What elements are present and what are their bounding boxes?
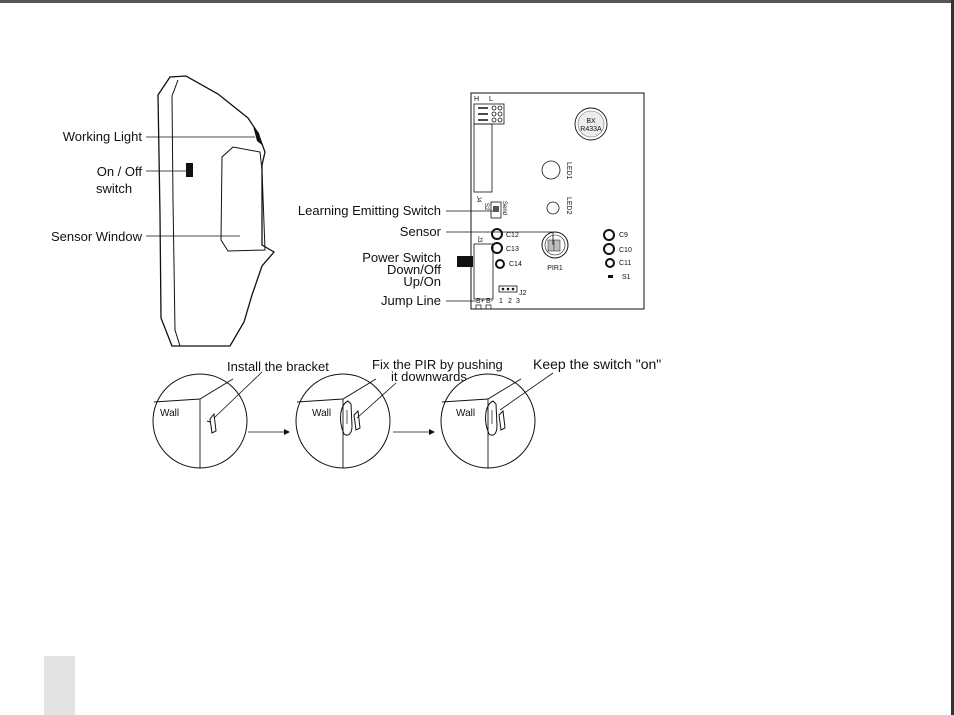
led2-marking: LED2 xyxy=(565,197,572,215)
led1-marking: LED1 xyxy=(565,162,572,180)
c10-marking: C10 xyxy=(619,247,632,254)
on-off-label: On / Off xyxy=(96,164,142,179)
capacitor-c12 xyxy=(492,229,502,239)
s1-pad xyxy=(608,275,613,278)
down-off-label: Down/Off xyxy=(387,262,441,277)
install-step-2 xyxy=(296,374,390,468)
sensor-window-label: Sensor Window xyxy=(50,229,142,244)
install-step-3 xyxy=(441,374,535,468)
capacitor-c11 xyxy=(606,259,614,267)
pir1-marking: PIR1 xyxy=(547,265,563,272)
up-on-label: Up/On xyxy=(403,274,441,289)
s2-marking: S2 xyxy=(483,203,489,211)
j3-marking: J3 xyxy=(476,236,482,243)
hl-jumper xyxy=(474,104,504,192)
arrow-1 xyxy=(248,429,290,435)
s1-marking: S1 xyxy=(622,274,631,281)
bplus-marking: B+ xyxy=(476,298,485,305)
jump-line-label: Jump Line xyxy=(381,293,441,308)
c12-marking: C12 xyxy=(506,232,519,239)
bminus-marking: B- xyxy=(486,298,493,305)
step3-caption: Keep the switch "on" xyxy=(533,356,662,372)
switch-label: switch xyxy=(95,181,133,196)
send-marking: Send xyxy=(501,201,507,216)
power-switch-label: Power Switch xyxy=(362,250,441,265)
l-marking: L xyxy=(489,96,493,103)
led1 xyxy=(542,161,560,179)
install-step-1 xyxy=(153,374,247,468)
pin2-marking: 2 xyxy=(508,298,512,305)
capacitor-c14 xyxy=(496,260,504,268)
capacitor-c9 xyxy=(604,230,614,240)
on-off-switch xyxy=(186,163,193,177)
c9-marking: C9 xyxy=(619,232,628,239)
c13-marking: C13 xyxy=(506,246,519,253)
power-switch xyxy=(457,256,473,267)
j2-marking: J2 xyxy=(519,290,527,297)
step2-caption-line1: Fix the PIR by pushing xyxy=(372,357,503,372)
c14-marking: C14 xyxy=(509,261,522,268)
r433a-marking: R433A xyxy=(580,126,602,133)
learning-switch-label: Learning Emitting Switch xyxy=(297,203,441,218)
sensor-label: Sensor xyxy=(399,224,441,239)
pir-device-outline xyxy=(158,76,274,346)
led2 xyxy=(547,202,559,214)
wall-label: Wall xyxy=(160,408,180,419)
device-callouts xyxy=(146,137,255,236)
capacitor-c10 xyxy=(604,244,614,254)
bx-marking: BX xyxy=(586,118,596,125)
pin3-marking: 3 xyxy=(516,298,520,305)
working-light-label: Working Light xyxy=(62,129,142,144)
wall-label: Wall xyxy=(456,408,476,419)
c11-marking: C11 xyxy=(619,260,632,267)
wall-label: Wall xyxy=(312,408,332,419)
arrow-2 xyxy=(393,429,435,435)
j4-marking: J4 xyxy=(475,196,481,203)
step1-caption: Install the bracket xyxy=(227,359,329,374)
pin1-marking: 1 xyxy=(499,298,503,305)
circuit-board xyxy=(457,93,644,309)
step2-caption-line2: it downwards xyxy=(391,369,467,384)
h-marking: H xyxy=(474,96,480,103)
working-light-indicator xyxy=(253,126,262,145)
capacitor-c13 xyxy=(492,243,502,253)
